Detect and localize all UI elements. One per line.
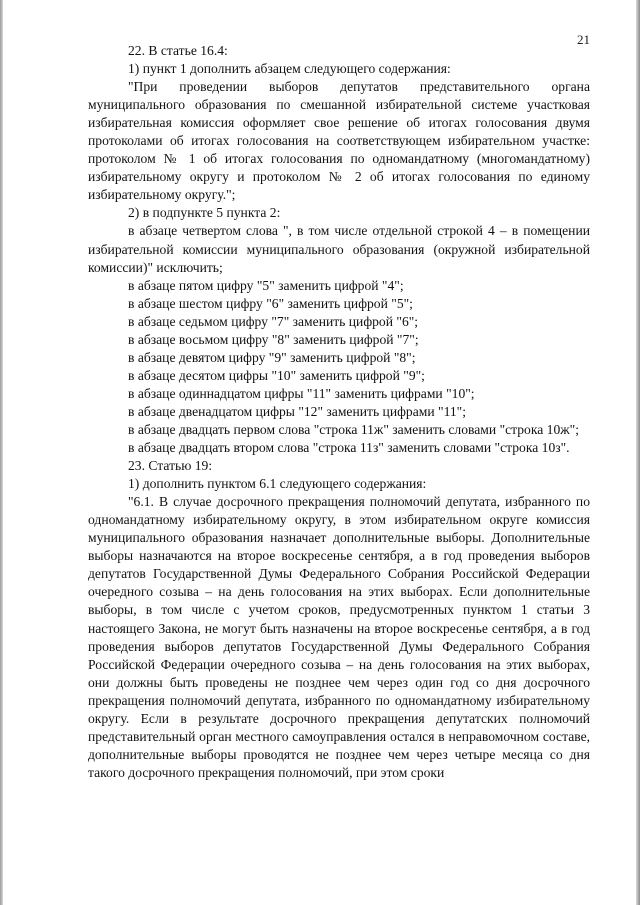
paragraph-amendment: в абзаце девятом цифру "9" заменить цифрой "8";	[128, 349, 416, 365]
paragraph-quoted-text: "6.1. В случае досрочного прекращения полномочий депутата, избранного по одномандатному избирательному округу, в этом избирательном округе комиссия муниципального образования назначает дополнительные выборы. Дополнительные выборы назначаются на второе воскресенье сентября, а в год проведения выборов депутатов Государственной Думы Федерального Собрания Российской Федерации очередного созыва – на день голосования на этих выборах. Если дополнительные выборы, в том числе с учетом сроков, предусмотренных пунктом 1 статьи 3 настоящего Закона, не могут быть назначены на второе воскресенье сентября, а в год проведения выборов депутатов Государственной Думы Федерального Собрания Российской Федерации очередного созыва – на день голосования на этих выборах, они должны быть проведены не позднее чем через один год со дня досрочного прекращения полномочий депутата, избранного по одномандатному избирательному округу. Если в результате досрочного прекращения депутатских полномочий представительный орган местного самоуправления остался в неправомочном составе, дополнительные выборы проводятся не позднее чем через четыре месяца со дня такого досрочного прекращения полномочий, при этом сроки	[88, 494, 590, 780]
paragraph-quoted-text: "При проведении выборов депутатов представительного органа муниципального образования по смешанной избирательной системе участковая избирательная комиссия оформляет свое решение об итогах голосования двумя протоколами об итогах голосования на соответствующем избирательном участке: протоколом № 1 об итогах голосования по одномандатному (многомандатному) избирательному округу и протоколом № 2 об итогах голосования по единому избирательному округу.";	[88, 79, 590, 203]
paragraph-amendment: в абзаце шестом цифру "6" заменить цифрой "5";	[128, 295, 413, 311]
page-number: 21	[577, 32, 590, 47]
paragraph-item-22-heading: 22. В статье 16.4:	[128, 43, 228, 58]
scan-edge-right	[636, 0, 640, 905]
paragraph-amendment: в абзаце восьмом цифру "8" заменить цифрой "7";	[128, 331, 419, 347]
paragraph-amendment: в абзаце десятом цифры "10" заменить цифрой "9";	[128, 367, 425, 383]
paragraph-amendment: в абзаце двенадцатом цифры "12" заменить цифрами "11";	[128, 403, 466, 419]
paragraph-subitem-1: 1) пункт 1 дополнить абзацем следующего содержания:	[128, 61, 451, 77]
paragraph-subitem-2: 2) в подпункте 5 пункта 2:	[128, 205, 281, 221]
paragraph-amendment: в абзаце четвертом слова ", в том числе отдельной строкой 4 – в помещении избирательной комиссии муниципального образования (окружной избирательной комиссии)" исключить;	[88, 223, 590, 275]
paragraph-amendment: в абзаце двадцать первом слова "строка 11ж" заменить словами "строка 10ж";	[128, 421, 579, 437]
paragraph-amendment: в абзаце седьмом цифру "7" заменить цифрой "6";	[128, 313, 419, 329]
paragraph-amendment: в абзаце двадцать втором слова "строка 11з" заменить словами "строка 10з".	[128, 440, 570, 456]
scan-edge-left	[0, 0, 3, 905]
document-body	[88, 42, 590, 782]
paragraph-subitem-1: 1) дополнить пунктом 6.1 следующего содержания:	[128, 476, 427, 492]
paragraph-amendment: в абзаце одиннадцатом цифры "11" заменить цифрами "10";	[128, 385, 475, 401]
paragraph-item-23-heading: 23. Статью 19:	[128, 458, 213, 474]
paragraph-amendment: в абзаце пятом цифру "5" заменить цифрой "4";	[128, 277, 404, 293]
